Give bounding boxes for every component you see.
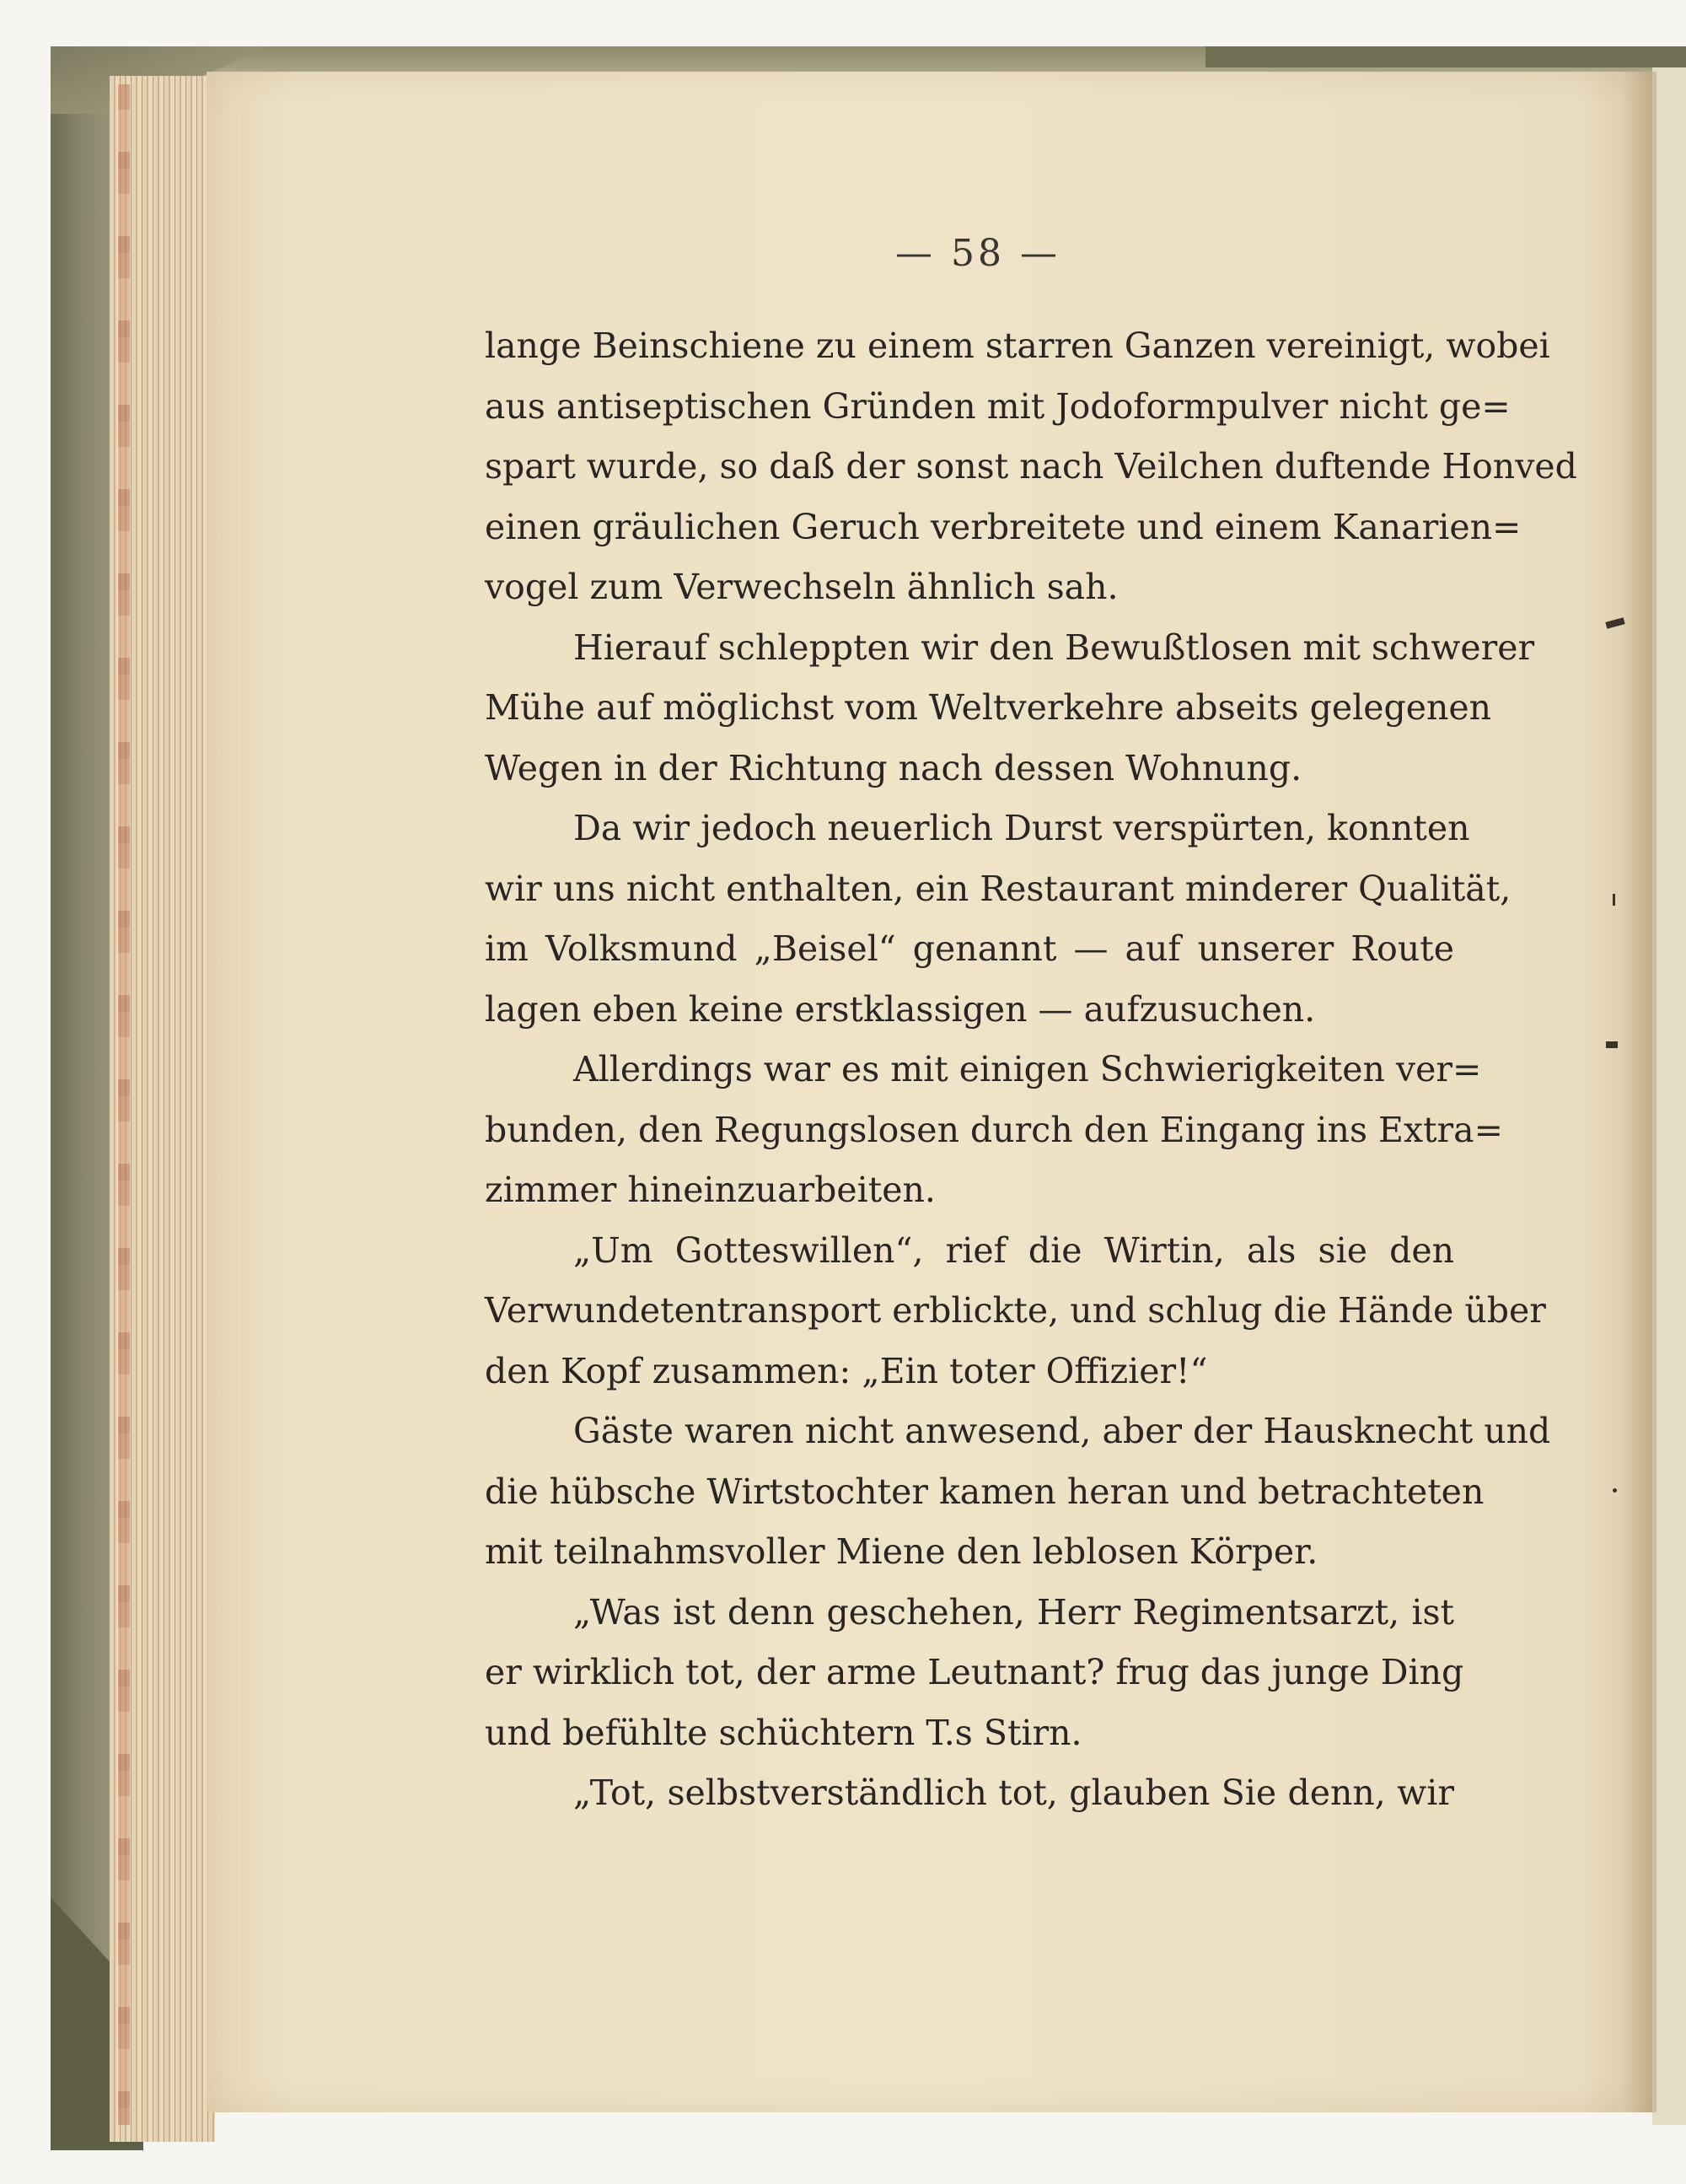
text-line: Hierauf schleppten wir den Bewußtlosen mit schwerer [573, 627, 1535, 668]
text-line: Allerdings war es mit einigen Schwierigkeiten ver= [573, 1049, 1482, 1089]
page-number: — 58 — [895, 232, 1060, 275]
text-line: Verwundetentransport erblickte, und schlug die Hände über [485, 1290, 1546, 1331]
book-cover-right [1652, 67, 1686, 2125]
book-cover-top-dark [1205, 46, 1686, 67]
text-line: bunden, den Regungslosen durch den Eingang ins Extra= [485, 1109, 1503, 1150]
text-line: und befühlte schüchtern T.s Stirn. [485, 1712, 1082, 1753]
text-line: den Kopf zusammen: „Ein toter Offizier!“ [485, 1350, 1208, 1391]
text-line: spart wurde, so daß der sonst nach Veilchen duftende Honved [485, 446, 1577, 487]
text-line: lange Beinschiene zu einem starren Ganzen vereinigt, wobei [485, 325, 1550, 366]
text-line: „Tot, selbstverständlich tot, glauben Sie denn, wir [573, 1772, 1454, 1813]
text-line: wir uns nicht enthalten, ein Restaurant minderer Qualität, [485, 868, 1511, 909]
text-line: mit teilnahmsvoller Miene den leblosen Körper. [485, 1531, 1318, 1572]
text-line: einen gräulichen Geruch verbreitete und einem Kanarien= [485, 506, 1522, 547]
book-cover-left [51, 46, 118, 2129]
text-line: Da wir jedoch neuerlich Durst verspürten, konnten [573, 808, 1470, 848]
margin-mark [1606, 1041, 1618, 1048]
text-line: Wegen in der Richtung nach dessen Wohnung. [485, 747, 1302, 788]
text-line: Mühe auf möglichst vom Weltverkehre abseits gelegenen [485, 687, 1492, 728]
margin-mark [1613, 894, 1615, 906]
text-line: Gäste waren nicht anwesend, aber der Hausknecht und [573, 1411, 1551, 1451]
margin-mark [1613, 1488, 1617, 1493]
page-edges-tint [118, 84, 130, 2125]
text-line: zimmer hineinzuarbeiten. [485, 1170, 936, 1210]
body-text [485, 316, 1577, 1824]
text-line: vogel zum Verwechseln ähnlich sah. [485, 567, 1119, 607]
text-line: „Um Gotteswillen“, rief die Wirtin, als sie den [573, 1229, 1454, 1271]
text-line: im Volksmund „Beisel“ genannt — auf unserer Route [485, 928, 1454, 969]
text-line: „Was ist denn geschehen, Herr Regimentsarzt, ist [573, 1591, 1454, 1633]
text-line: lagen eben keine erstklassigen — aufzusuchen. [485, 988, 1316, 1030]
text-line: er wirklich tot, der arme Leutnant? frug das junge Ding [485, 1652, 1464, 1692]
text-line: die hübsche Wirtstochter kamen heran und betrachteten [485, 1471, 1485, 1512]
page-gutter-shadow [1623, 72, 1656, 2112]
text-line: aus antiseptischen Gründen mit Jodoformpulver nicht ge= [485, 385, 1511, 427]
